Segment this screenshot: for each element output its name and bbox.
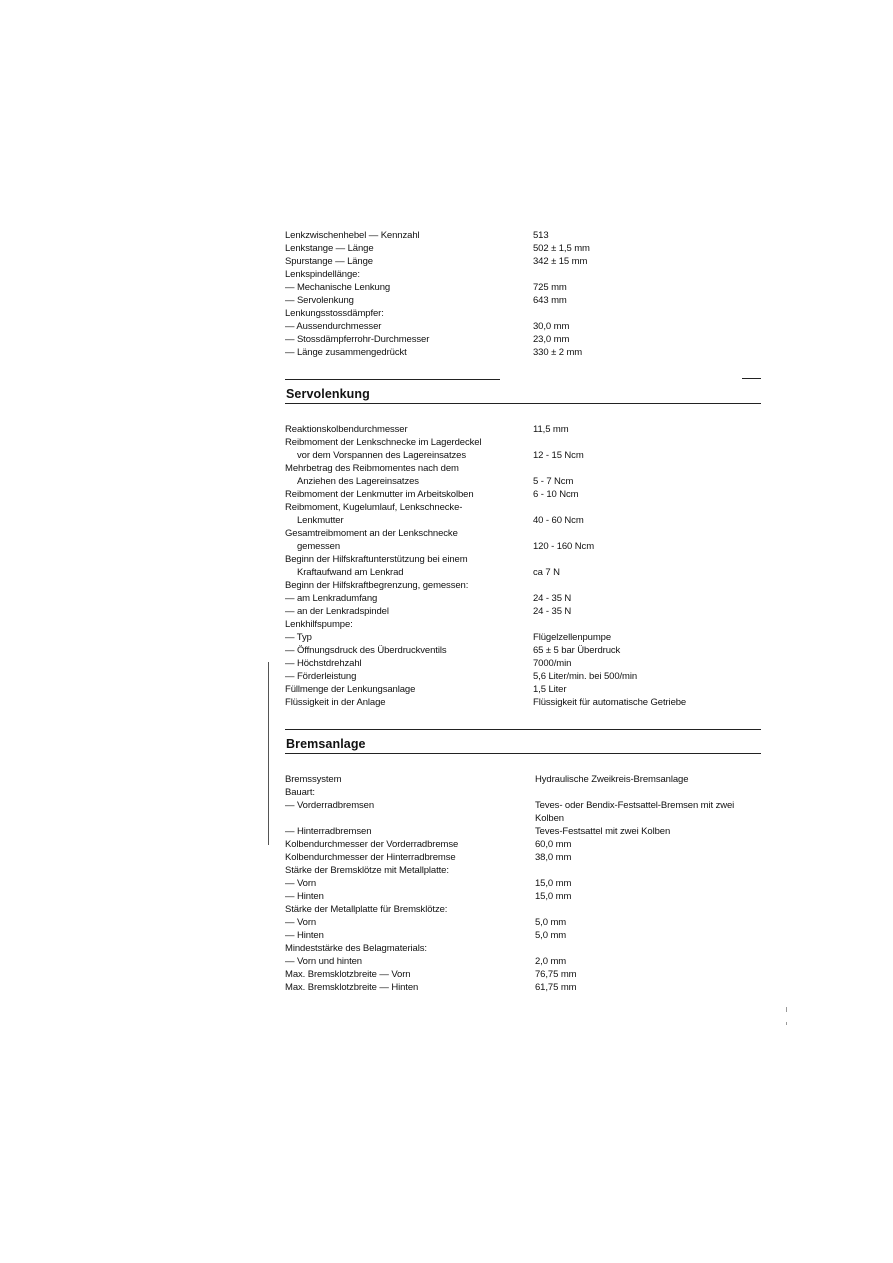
spec-label: Reaktionskolbendurchmesser xyxy=(285,424,408,435)
spec-row xyxy=(285,683,765,696)
spec-label: Gesamtreibmoment an der Lenkschnecke xyxy=(285,528,458,539)
spec-row xyxy=(285,346,765,359)
spec-row xyxy=(285,812,765,825)
spec-label: Mehrbetrag des Reibmomentes nach dem xyxy=(285,463,459,474)
spec-value: Teves- oder Bendix-Festsattel-Bremsen mit zwei xyxy=(535,800,735,811)
spec-label: — Höchstdrehzahl xyxy=(285,658,362,669)
spec-row xyxy=(285,488,765,501)
spec-label: Lenkhilfspumpe: xyxy=(285,619,353,630)
spec-value: 5 - 7 Ncm xyxy=(533,476,574,487)
spec-label: Beginn der Hilfskraftunterstützung bei einem xyxy=(285,554,468,565)
spec-row xyxy=(285,462,765,475)
spec-row xyxy=(285,320,765,333)
spec-row xyxy=(285,553,765,566)
spec-label: — Stossdämpferrohr-Durchmesser xyxy=(285,334,430,345)
spec-value: 61,75 mm xyxy=(535,982,577,993)
spec-label: Lenkspindellänge: xyxy=(285,269,360,280)
spec-row xyxy=(285,436,765,449)
spec-value: 15,0 mm xyxy=(535,878,572,889)
spec-value: 24 - 35 N xyxy=(533,606,572,617)
spec-label: — Aussendurchmesser xyxy=(285,321,382,332)
spec-label: — Länge zusammengedrückt xyxy=(285,347,407,358)
spec-row xyxy=(285,566,765,579)
spec-label: — Typ xyxy=(285,632,312,643)
spec-row xyxy=(285,864,765,877)
spec-label: Lenkungsstossdämpfer: xyxy=(285,308,384,319)
spec-value: Kolben xyxy=(535,813,564,824)
spec-row xyxy=(285,307,765,320)
spec-row xyxy=(285,670,765,683)
spec-row xyxy=(285,294,765,307)
spec-row xyxy=(285,242,765,255)
spec-row xyxy=(285,955,765,968)
spec-label: Kolbendurchmesser der Vorderradbremse xyxy=(285,839,459,850)
spec-row xyxy=(285,968,765,981)
scan-margin-line xyxy=(268,662,269,845)
spec-label: Stärke der Metallplatte für Bremsklötze: xyxy=(285,904,448,915)
spec-value: 6 - 10 Ncm xyxy=(533,489,579,500)
spec-row xyxy=(285,825,765,838)
spec-label: Mindeststärke des Belagmaterials: xyxy=(285,943,427,954)
spec-label: Kraftaufwand am Lenkrad xyxy=(297,567,404,578)
spec-row xyxy=(285,540,765,553)
spec-value: 2,0 mm xyxy=(535,956,567,967)
spec-label: — Vorn und hinten xyxy=(285,956,362,967)
spec-row xyxy=(285,255,765,268)
spec-label: — Hinten xyxy=(285,930,324,941)
spec-value: 5,6 Liter/min. bei 500/min xyxy=(533,671,638,682)
spec-label: Lenkzwischenhebel — Kennzahl xyxy=(285,230,420,241)
spec-label: Max. Bremsklotzbreite — Vorn xyxy=(285,969,411,980)
spec-label: — Hinten xyxy=(285,891,324,902)
spec-value: 502 ± 1,5 mm xyxy=(533,243,590,254)
spec-label: Spurstange — Länge xyxy=(285,256,373,267)
spec-label: Bremssystem xyxy=(285,774,342,785)
spec-row xyxy=(285,618,765,631)
spec-value: 725 mm xyxy=(533,282,567,293)
section-rule-bottom xyxy=(285,403,761,404)
spec-value: 342 ± 15 mm xyxy=(533,256,588,267)
spec-value: 5,0 mm xyxy=(535,930,567,941)
section-heading-servolenkung: Servolenkung xyxy=(286,387,370,401)
spec-value: 23,0 mm xyxy=(533,334,570,345)
spec-row xyxy=(285,644,765,657)
spec-label: vor dem Vorspannen des Lagereinsatzes xyxy=(297,450,466,461)
spec-value: 60,0 mm xyxy=(535,839,572,850)
spec-value: 38,0 mm xyxy=(535,852,572,863)
spec-label: — Mechanische Lenkung xyxy=(285,282,391,293)
spec-row xyxy=(285,851,765,864)
spec-value: 120 - 160 Ncm xyxy=(533,541,595,552)
spec-row xyxy=(285,475,765,488)
spec-label: Kolbendurchmesser der Hinterradbremse xyxy=(285,852,456,863)
spec-label: Reibmoment der Lenkmutter im Arbeitskolben xyxy=(285,489,474,500)
spec-row xyxy=(285,268,765,281)
spec-value: ca 7 N xyxy=(533,567,560,578)
spec-label: Lenkmutter xyxy=(297,515,344,526)
spec-label: Max. Bremsklotzbreite — Hinten xyxy=(285,982,419,993)
spec-row xyxy=(285,929,765,942)
spec-value: 40 - 60 Ncm xyxy=(533,515,584,526)
spec-value: 643 mm xyxy=(533,295,567,306)
spec-row xyxy=(285,333,765,346)
spec-value: 11,5 mm xyxy=(533,424,569,435)
spec-label: — Förderleistung xyxy=(285,671,357,682)
spec-value: 76,75 mm xyxy=(535,969,577,980)
spec-row xyxy=(285,501,765,514)
spec-row xyxy=(285,281,765,294)
spec-label: gemessen xyxy=(297,541,341,552)
spec-value: 7000/min xyxy=(533,658,572,669)
spec-row xyxy=(285,229,765,242)
spec-label: Beginn der Hilfskraftbegrenzung, gemessen: xyxy=(285,580,469,591)
spec-row xyxy=(285,449,765,462)
spec-row xyxy=(285,916,765,929)
spec-row xyxy=(285,981,765,994)
spec-row xyxy=(285,592,765,605)
spec-value: Hydraulische Zweikreis-Bremsanlage xyxy=(535,774,689,785)
spec-row xyxy=(285,903,765,916)
section-rule-top xyxy=(285,729,761,730)
spec-value: 65 ± 5 bar Überdruck xyxy=(533,645,621,656)
spec-label: Anziehen des Lagereinsatzes xyxy=(297,476,419,487)
spec-row xyxy=(285,942,765,955)
spec-value: 30,0 mm xyxy=(533,321,570,332)
spec-row xyxy=(285,890,765,903)
spec-row xyxy=(285,631,765,644)
spec-row xyxy=(285,799,765,812)
spec-row xyxy=(285,514,765,527)
spec-row xyxy=(285,838,765,851)
spec-value: Flüssigkeit für automatische Getriebe xyxy=(533,697,687,708)
spec-value: 12 - 15 Ncm xyxy=(533,450,584,461)
section-heading-bremsanlage: Bremsanlage xyxy=(286,737,366,751)
spec-value: Teves-Festsattel mit zwei Kolben xyxy=(535,826,671,837)
spec-value: Flügelzellenpumpe xyxy=(533,632,612,643)
spec-row xyxy=(285,877,765,890)
spec-label: — Vorderradbremsen xyxy=(285,800,375,811)
spec-row xyxy=(285,579,765,592)
spec-row xyxy=(285,786,765,799)
spec-label: — Vorn xyxy=(285,878,317,889)
spec-row xyxy=(285,605,765,618)
spec-label: Reibmoment der Lenkschnecke im Lagerdeckel xyxy=(285,437,482,448)
spec-label: Stärke der Bremsklötze mit Metallplatte: xyxy=(285,865,449,876)
scan-speck xyxy=(786,1022,787,1025)
spec-label: — Öffnungsdruck des Überdruckventils xyxy=(285,645,447,656)
spec-value: 24 - 35 N xyxy=(533,593,572,604)
section-rule-mark xyxy=(742,378,761,379)
section-rule-top xyxy=(285,379,500,380)
spec-label: — am Lenkradumfang xyxy=(285,593,378,604)
spec-value: 15,0 mm xyxy=(535,891,572,902)
spec-label: Reibmoment, Kugelumlauf, Lenkschnecke- xyxy=(285,502,463,513)
spec-value: 513 xyxy=(533,230,549,241)
spec-row xyxy=(285,423,765,436)
spec-value: 5,0 mm xyxy=(535,917,567,928)
spec-value: 1,5 Liter xyxy=(533,684,567,695)
spec-label: — Vorn xyxy=(285,917,317,928)
spec-label: — an der Lenkradspindel xyxy=(285,606,389,617)
spec-row xyxy=(285,696,765,709)
spec-label: Bauart: xyxy=(285,787,315,798)
spec-label: Lenkstange — Länge xyxy=(285,243,374,254)
spec-label: Füllmenge der Lenkungsanlage xyxy=(285,684,416,695)
spec-label: — Servolenkung xyxy=(285,295,354,306)
spec-value: 330 ± 2 mm xyxy=(533,347,583,358)
spec-row xyxy=(285,773,765,786)
spec-label: — Hinterradbremsen xyxy=(285,826,372,837)
section-rule-bottom xyxy=(285,753,761,754)
spec-row xyxy=(285,527,765,540)
scan-speck xyxy=(786,1007,787,1012)
spec-label: Flüssigkeit in der Anlage xyxy=(285,697,386,708)
spec-row xyxy=(285,657,765,670)
